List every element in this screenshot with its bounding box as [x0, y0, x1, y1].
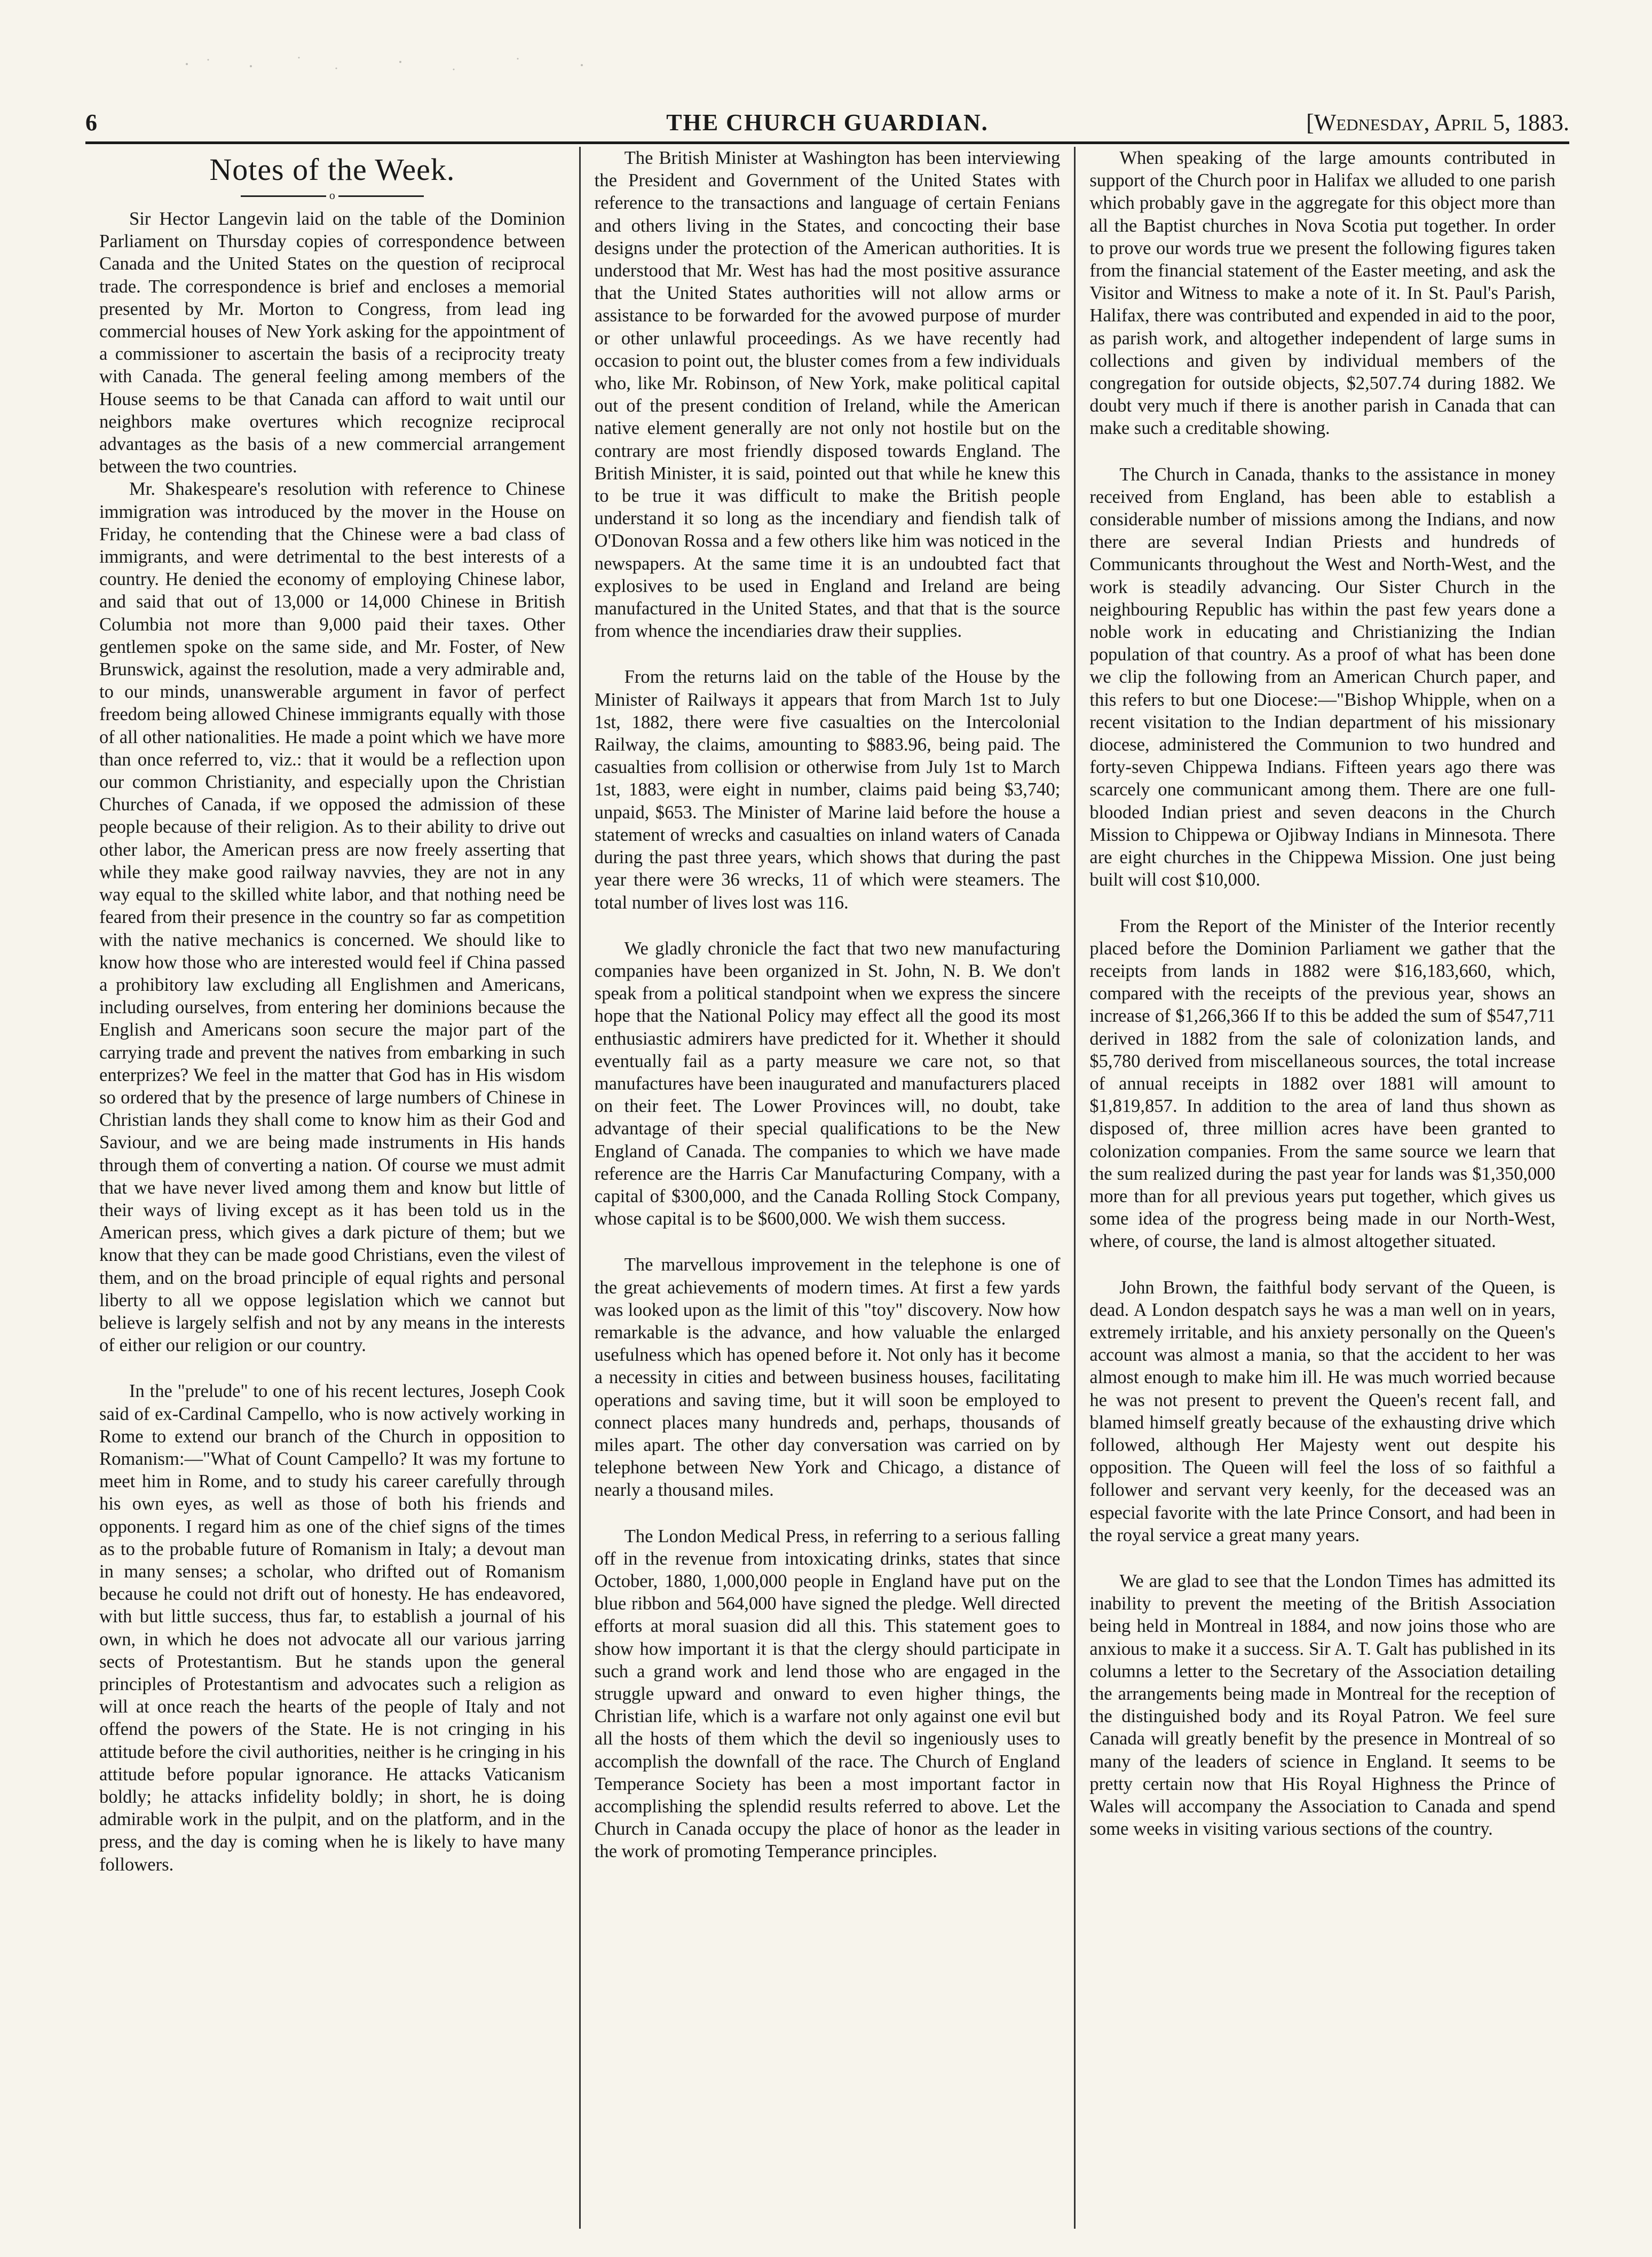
article-paragraph: In the "prelude" to one of his recent lectures, Joseph Cook said of ex-Cardinal Campello, who is now actively working in Rome to extend our branch of the Church in opposition to Romanism:—"What of Count Campello? It was my fortune to meet him in Rome, and to study his career carefully through his own eyes, as well as those of both his friends and opponents. I regard him as one of the chief signs of the times as to the probable future of Romanism in Italy; a devout man in many senses; a scholar, who drifted out of Romanism because he could not drift out of honesty. He has endeavored, with but little success, thus far, to establish a journal of his own, in which he does not advocate all our various jarring sects of Protestantism. But he stands upon the general principles of Protestantism and advocates such a religion as will at once reach the hearts of the people of Italy and not offend the powers of the State. He is not cringing in his attitude before the civil authorities, neither is he cringing in his attitude before popular ignorance. He attacks Vaticanism boldly; he attacks infidelity boldly; in short, he is doing admirable work in the pulpit, and on the platform, and in the press, and the day is coming when he is likely to have many followers.: [99, 1381, 565, 1875]
section-heading: Notes of the Week.: [209, 152, 455, 187]
article-paragraph: The Church in Canada, thanks to the assistance in money received from England, has been able to establish a considerable number of missions among the Indians, and now there are several Indian Priests and hundreds of Communicants throughout the West and North-West, and the work is steadily advancing. Our Sister Church in the neighbouring Republic has within the past few years done a noble work in educating and Christianizing the Indian population of that country. As a proof of what has been done we clip the following from an American Church paper, and this refers to but one Diocese:—"Bishop Whipple, when on a recent visitation to the Indian department of his missionary diocese, administered the Communion to two hundred and forty-seven Chippewa Indians. Fifteen years ago there was scarcely one communicant among them. There are one full-blooded Indian priest and seven deacons in the Church Mission to Chippewa or Ojibway Indians in Minnesota. There are eight churches in the Chippewa Mission. One just being built will cost $10,000.: [1089, 464, 1556, 890]
heading-rule-mark: o: [329, 188, 335, 202]
page-number: 6: [85, 109, 97, 136]
article-paragraph: The London Medical Press, in referring to a serious falling off in the revenue from intoxicating drinks, states that since October, 1880, 1,000,000 people in England have put on the blue ribbon and 564,000 have signed the pledge. Well directed efforts at moral suasion did all this. This statement goes to show how important it is that the clergy should participate in such a grand work and lend those who are engaged in the struggle upward and onward to even higher things, the Christian life, which is a warfare not only against one evil but all the hosts of them which the devil so ingeniously uses to accomplish the downfall of the race. The Church of England Temperance Society has been a most important factor in accomplishing the splendid results referred to above. Let the Church in Canada occupy the place of honor as the leader in the work of promoting Temperance principles.: [594, 1526, 1061, 1862]
article-paragraph: The British Minister at Washington has been interviewing the President and Government of the United States with reference to the transactions and language of certain Fenians and others living in the States, and concocting their base designs under the protection of the American authorities. It is understood that Mr. West has had the most positive assurance that the United States authorities will not allow arms or assistance to be forwarded for the avowed purpose of murder or other unlawful proceedings. As we have recently had occasion to point out, the bluster comes from a few individuals who, like Mr. Robinson, of New York, make political capital out of the present condition of Ireland, while the American native element generally are not only not hostile but on the contrary are most friendly disposed towards England. The British Minister, it is said, pointed out that while he knew this to be true it was difficult to make the British people understand it so long as the incendiary and fiendish talk of O'Donovan Rossa and a few others like him was noticed in the newspapers. At the same time it is an undoubted fact that explosives to be used in England and Ireland are being manufactured in the United States, and that that is the source from whence the incendiaries draw their supplies.: [594, 148, 1061, 642]
article-paragraph: The marvellous improvement in the telephone is one of the great achievements of modern times. At first a few yards was looked upon as the limit of this "toy" discovery. Now how remarkable is the advance, and how valuable the enlarged usefulness which has opened before it. Not only has it become a necessity in cities and between business houses, facilitating operations and saving time, but it will soon be employed to connect places many hundreds and, perhaps, thousands of miles apart. The other day conversation was carried on by telephone between New York and Chicago, a distance of nearly a thousand miles.: [594, 1254, 1061, 1501]
article-paragraph: We are glad to see that the London Times has admitted its inability to prevent the meeting of the British Association being held in Montreal in 1884, and now joins those who are anxious to make it a success. Sir A. T. Galt has published in its columns a letter to the Secretary of the Association detailing the arrangements being made in Montreal for the reception of the distinguished body and its Royal Patron. We feel sure Canada will greatly benefit by the presence in Montreal of so many of the leaders of science in England. It seems to be pretty certain now that His Royal Highness the Prince of Wales will accompany the Association to Canada and spend some weeks in visiting various sections of the country.: [1089, 1571, 1556, 1840]
article-columns: [85, 147, 1569, 2229]
heading-rule: [99, 188, 565, 202]
column-3: [1074, 147, 1569, 2229]
column-2: [579, 147, 1074, 2229]
article-paragraph: From the returns laid on the table of the House by the Minister of Railways it appears that from March 1st to July 1st, 1882, there were five casualties on the Intercolonial Railway, the claims, amounting to $883.96, being paid. The casualties from collision or otherwise from July 1st to March 1st, 1883, were eight in number, claims paid being $3,740; unpaid, $653. The Minister of Marine laid before the house a statement of wrecks and casualties on inland waters of Canada during the past three years, which shows that during the past year there were 36 wrecks, 11 of which were steamers. The total number of lives lost was 116.: [594, 667, 1061, 913]
page-header: [85, 104, 1569, 144]
article-paragraph: Sir Hector Langevin laid on the table of the Dominion Parliament on Thursday copies of correspondence between Canada and the United States on the question of reciprocal trade. The correspondence is brief and encloses a memorial presented by Mr. Morton to Congress, from lead ing commercial houses of New York asking for the appointment of a commissioner to ascertain the basis of a reciprocity treaty with Canada. The general feeling among members of the House seems to be that Canada can afford to wait until our neighbors make overtures which recognize reciprocal advantages as the basis of a new commercial arrangement between the two countries.: [99, 209, 565, 477]
article-paragraph: From the Report of the Minister of the Interior recently placed before the Dominion Parliament we gather that the receipts from lands in 1882 were $16,183,660, which, compared with the receipts of the previous year, shows an increase of $1,266,366 If to this be added the sum of $547,711 derived in 1882 from the sale of colonization lands, and $5,780 derived from miscellaneous sources, the total increase of annual receipts in 1882 over 1881 will amount to $1,819,857. In addition to the area of land thus shown as disposed of, three million acres have been granted to colonization companies. From the same source we learn that the sum realized during the past year for lands was $1,350,000 more than for all previous years put together, which gives us some idea of the progress being made in our North-West, where, of course, the land is almost altogether situated.: [1089, 916, 1556, 1252]
article-paragraph: John Brown, the faithful body servant of the Queen, is dead. A London despatch says he was a man well on in years, extremely irritable, and his anxiety personally on the Queen's account was almost a mania, so that the accident to her was almost enough to make him ill. He was much worried because he was not present to prevent the Queen's recent fall, and blamed himself greatly because of the exhausting drive which followed, although Her Majesty went out despite his opposition. The Queen will feel the loss of so faithful a follower and servant very keenly, for the deceased was an especial favorite with the late Prince Consort, and had been in the royal service a great many years.: [1089, 1277, 1556, 1545]
article-paragraph: We gladly chronicle the fact that two new manufacturing companies have been organized in St. John, N. B. We don't speak from a political standpoint when we express the sincere hope that the National Policy may effect all the good its most enthusiastic admirers have predicted for it. Whether it should eventually fail as a party measure we care not, so that manufactures have been inaugurated and manufacturers placed on their feet. The Lower Provinces will, no doubt, take advantage of their special qualifications to be the New England of Canada. The companies to which we have made reference are the Harris Car Manufacturing Company, with a capital of $300,000, and the Canada Rolling Stock Company, whose capital is to be $600,000. We wish them success.: [594, 938, 1061, 1229]
newspaper-title: THE CHURCH GUARDIAN.: [666, 109, 989, 136]
column-1: [85, 147, 579, 2229]
print-specks: [176, 48, 603, 80]
issue-date: [Wednesday, April 5, 1883.: [1306, 109, 1569, 136]
article-paragraph: Mr. Shakespeare's resolution with reference to Chinese immigration was introduced by the mover in the House on Friday, he contending that the Chinese were a bad class of immigrants, and were detrimental to the best interests of a country. He denied the economy of employing Chinese labor, and said that out of 13,000 or 14,000 Chinese in British Columbia not more than 9,000 paid their taxes. Other gentlemen spoke on the same side, and Mr. Foster, of New Brunswick, against the resolution, made a very admirable and, to our minds, unanswerable argument in favor of perfect freedom being allowed Chinese immigrants equally with those of all other nationalities. He made a point which we have more than once referred to, viz.: that it would be a reflection upon our common Christianity, and especially upon the Christian Churches of Canada, if we opposed the admission of these people because of their religion. As to their ability to drive out other labor, the American press are now freely asserting that while they make good railway navvies, they are not in any way equal to the skilled white labor, and that nothing need be feared from their presence in the country so far as competition with the native mechanics is concerned. We should like to know how those who are interested would feel if China passed a prohibitory law excluding all Englishmen and Americans, including ourselves, from entering her dominions because the English and Americans soon secure the major part of the carrying trade and prevent the natives from embarking in such enterprizes? We feel in the matter that God has in His wisdom so ordered that by the presence of large numbers of Chinese in Christian lands they shall come to know him as their God and Saviour, and we are being made instruments in His hands through them of converting a nation. Of course we must admit that we have never lived among them and know but little of their ways of living except as it has been told us in the American press, which gives a dark picture of them; but we know that they can be made good Christians, even the vilest of them, and on the broad principle of equal rights and personal liberty to all we oppose legislation which we cannot but believe is largely selfish and not by any means in the interests of either our religion or our country.: [99, 479, 565, 1356]
article-paragraph: When speaking of the large amounts contributed in support of the Church poor in Halifax we alluded to one parish which probably gave in the aggregate for this object more than all the Baptist churches in Nova Scotia put together. In order to prove our words true we present the following figures taken from the financial statement of the Easter meeting, and ask the Visitor and Witness to make a note of it. In St. Paul's Parish, Halifax, there was contributed and expended in aid to the poor, as parish work, and altogether independent of large sums in collections and given by individual members of the congregation for outside objects, $2,507.74 during 1882. We doubt very much if there is another parish in Canada that can make such a creditable showing.: [1089, 148, 1556, 439]
